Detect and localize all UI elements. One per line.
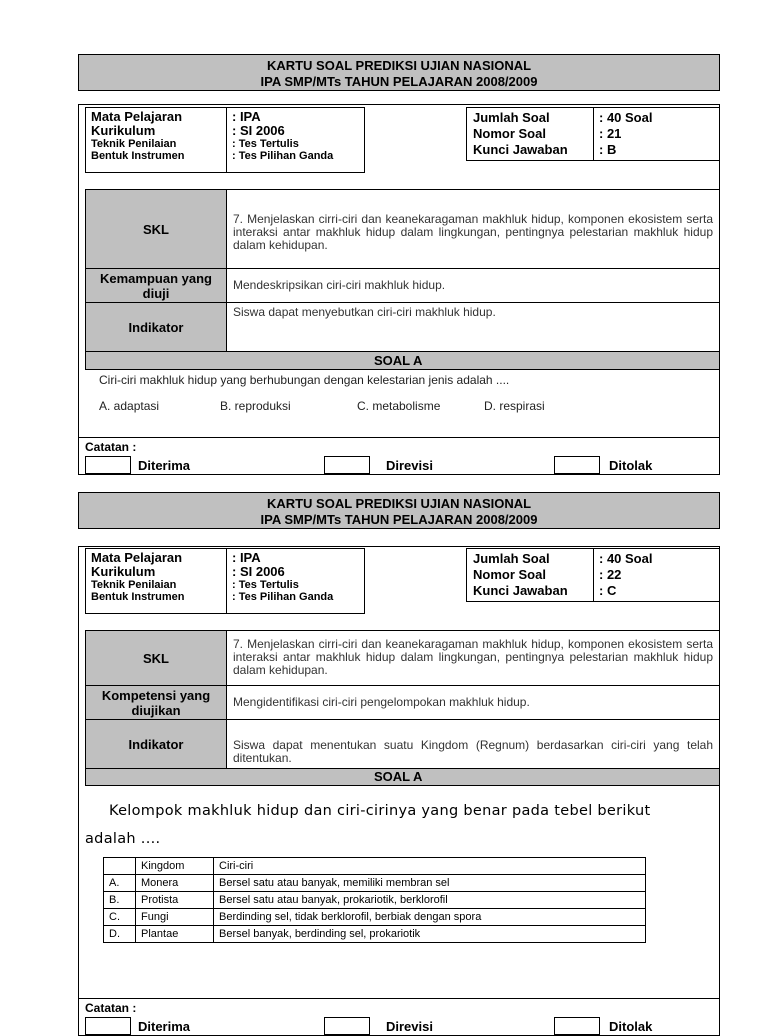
meta-key: Kurikulum [91, 123, 156, 138]
table-header-row [104, 858, 646, 875]
card1-diterima-label: Diterima [138, 458, 191, 473]
card1-catatan: Catatan : [85, 440, 137, 454]
meta-value: : SI 2006 [232, 564, 285, 579]
card1-skl-text: 7. Menjelaskan cirri-ciri dan keanekaragaman makhluk hidup, komponen ekosistem serta interaksi antar makhluk hidup dalam lingkungan, pentingnya pelestarian makhluk hidup dalam kehidupan. [233, 212, 713, 252]
card1-option-a: A. adaptasi [99, 399, 160, 413]
card2-diterima-checkbox[interactable] [85, 1017, 131, 1035]
card1-soal-bar [86, 352, 719, 369]
table-row [104, 926, 646, 943]
meta-value: : SI 2006 [232, 123, 285, 138]
table-header-cell [104, 858, 136, 875]
card1-option-d: D. respirasi [484, 399, 545, 413]
meta-key: Kurikulum [91, 564, 156, 579]
card1-indikator-label: Indikator [86, 303, 226, 351]
meta-key: Teknik Penilaian [91, 579, 177, 591]
meta-key: Kunci Jawaban [473, 142, 568, 157]
meta-value: : Tes Pilihan Ganda [232, 150, 334, 162]
meta-value: : C [599, 583, 617, 598]
meta-key: Nomor Soal [473, 567, 546, 582]
table-row [104, 892, 646, 909]
meta-value: : 40 Soal [599, 551, 653, 566]
meta-key: Mata Pelajaran [91, 109, 183, 124]
card1-meta-left [85, 107, 365, 173]
card2-question-line1: Kelompok makhluk hidup dan ciri-cirinya yang benar pada tebel berikut [109, 803, 651, 819]
card2-body [78, 546, 720, 1036]
kingdom-table [103, 857, 646, 943]
table-cell: B. [104, 892, 136, 909]
card2-title-line2: IPA SMP/MTs TAHUN PELAJARAN 2008/2009 [260, 512, 538, 527]
card2-catatan: Catatan : [85, 1001, 137, 1015]
card1-header [78, 54, 720, 91]
table-cell: A. [104, 875, 136, 892]
table-cell: Berdinding sel, tidak berklorofil, berbiak dengan spora [214, 909, 646, 926]
meta-key: Bentuk Instrumen [91, 591, 185, 603]
card2-diterima-label: Diterima [138, 1019, 191, 1034]
meta-value: : IPA [232, 550, 261, 565]
meta-value: : Tes Tertulis [232, 579, 299, 591]
table-row [104, 875, 646, 892]
card1-option-b: B. reproduksi [220, 399, 291, 413]
card2-header [78, 492, 720, 529]
card2-soal-bar [86, 769, 719, 785]
card1-ditolak-label: Ditolak [609, 458, 653, 473]
card1-skl-label: SKL [86, 190, 226, 268]
table-cell: Plantae [136, 926, 214, 943]
card1-meta-right [466, 107, 720, 161]
meta-value: : 40 Soal [599, 110, 653, 125]
card1-diterima-checkbox[interactable] [85, 456, 131, 474]
card2-kemampuan-text: Mengidentifikasi ciri-ciri pengelompokan makhluk hidup. [233, 695, 530, 709]
card2-indikator-text: Siswa dapat menentukan suatu Kingdom (Regnum) berdasarkan ciri-ciri yang telah ditentukan. [233, 738, 713, 765]
meta-value: : 21 [599, 126, 622, 141]
table-cell: Bersel banyak, berdinding sel, prokariotik [214, 926, 646, 943]
meta-key: Teknik Penilaian [91, 138, 177, 150]
card1-title-line1: KARTU SOAL PREDIKSI UJIAN NASIONAL [266, 58, 532, 73]
meta-key: Kunci Jawaban [473, 583, 568, 598]
card1-title-line2: IPA SMP/MTs TAHUN PELAJARAN 2008/2009 [260, 74, 538, 89]
card1-indikator-text: Siswa dapat menyebutkan ciri-ciri makhluk hidup. [233, 305, 496, 319]
card2-direvisi-label: Direvisi [386, 1019, 433, 1034]
card2-ditolak-label: Ditolak [609, 1019, 653, 1034]
table-row [104, 909, 646, 926]
card2-title-line1: KARTU SOAL PREDIKSI UJIAN NASIONAL [266, 496, 532, 511]
meta-value: : Tes Tertulis [232, 138, 299, 150]
card2-kemampuan-label: Kompetensi yang diujikan [86, 686, 226, 719]
table-cell: Protista [136, 892, 214, 909]
card1-question: Ciri-ciri makhluk hidup yang berhubungan dengan kelestarian jenis adalah .... [99, 373, 510, 387]
card1-direvisi-label: Direvisi [386, 458, 433, 473]
card1-option-c: C. metabolisme [357, 399, 441, 413]
card1-ditolak-checkbox[interactable] [554, 456, 600, 474]
meta-key: Nomor Soal [473, 126, 546, 141]
table-cell: Fungi [136, 909, 214, 926]
meta-key: Mata Pelajaran [91, 550, 183, 565]
meta-value: : Tes Pilihan Ganda [232, 591, 334, 603]
card1-kemampuan-text: Mendeskripsikan ciri-ciri makhluk hidup. [233, 278, 446, 292]
meta-value: : IPA [232, 109, 261, 124]
table-cell: C. [104, 909, 136, 926]
card2-meta-left [85, 548, 365, 614]
table-cell: Bersel satu atau banyak, prokariotik, berklorofil [214, 892, 646, 909]
card2-ditolak-checkbox[interactable] [554, 1017, 600, 1035]
meta-key: Bentuk Instrumen [91, 150, 185, 162]
card2-soal-label: SOAL A [374, 769, 423, 784]
meta-key: Jumlah Soal [473, 110, 550, 125]
table-cell: Monera [136, 875, 214, 892]
meta-value: : B [599, 142, 617, 157]
card2-meta-right [466, 548, 720, 602]
table-cell: D. [104, 926, 136, 943]
card2-question-line2: adalah .... [85, 831, 161, 847]
meta-key: Jumlah Soal [473, 551, 550, 566]
card2-indikator-label: Indikator [86, 720, 226, 768]
card2-skl-label: SKL [86, 631, 226, 685]
card1-direvisi-checkbox[interactable] [324, 456, 370, 474]
card1-kemampuan-label: Kemampuan yang diuji [86, 269, 226, 302]
card2-skl-text: 7. Menjelaskan cirri-ciri dan keanekaragaman makhluk hidup, komponen ekosistem serta interaksi antar makhluk hidup dalam lingkungan, pentingnya pelestarian makhluk hidup dalam kehidupan. [233, 637, 713, 677]
table-cell: Bersel satu atau banyak, memiliki membran sel [214, 875, 646, 892]
card1-soal-label: SOAL A [374, 353, 423, 368]
card2-direvisi-checkbox[interactable] [324, 1017, 370, 1035]
meta-value: : 22 [599, 567, 622, 582]
table-header-cell: Kingdom [136, 858, 214, 875]
table-header-cell: Ciri-ciri [214, 858, 646, 875]
